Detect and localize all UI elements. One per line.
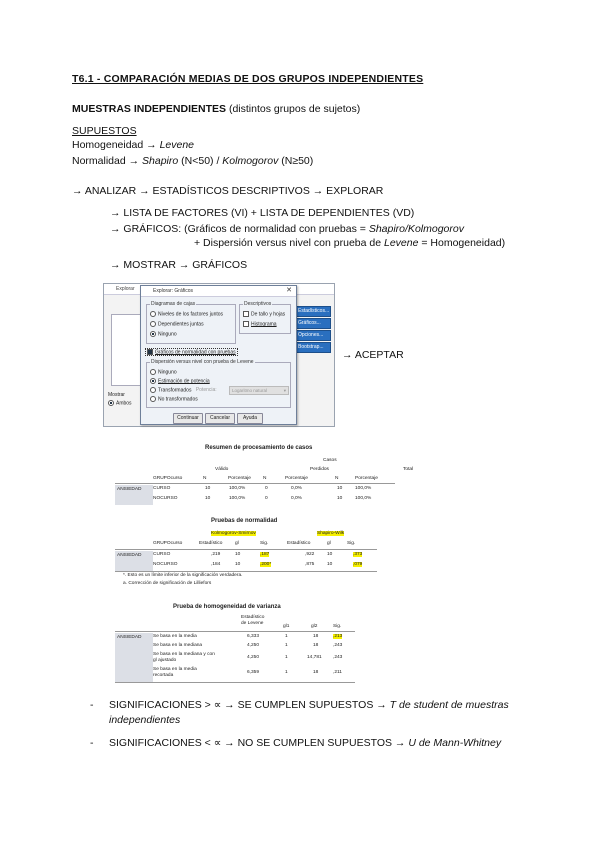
step-graficos <box>110 223 464 236</box>
chevron-down-icon: ▾ <box>283 388 286 393</box>
row2-v5: 10 <box>337 496 343 501</box>
section-title-bold: MUESTRAS INDEPENDIENTES <box>72 103 227 115</box>
normality-note-2: a. Corrección de significación de Lilliefors <box>123 581 212 586</box>
disp-power[interactable] <box>150 378 210 384</box>
lev-row1-v2: 1 <box>285 634 288 639</box>
lev-row2-label: Se basa en la mediana <box>153 643 203 648</box>
normality-plots-label: Gráficos de normalidad con pruebas <box>155 349 236 356</box>
bootstrap-button[interactable]: Bootstrap... <box>294 342 331 353</box>
t2-row2-v6: ,079 <box>353 562 363 567</box>
lev-row3-v2: 1 <box>285 655 288 660</box>
box-plot-group-label: Diagramas de cajas <box>151 301 196 307</box>
col-n2: N <box>263 476 267 481</box>
disp-untransformed-radio[interactable] <box>150 396 156 402</box>
graficos-button[interactable]: Gráficos... <box>294 318 331 329</box>
lev-row2-v4: ,243 <box>333 643 343 648</box>
bullet-mark-1: - <box>90 699 94 711</box>
desc-stem-leaf-checkbox[interactable] <box>243 311 249 317</box>
box-opt-none-label: Ninguno <box>158 331 177 338</box>
disp-untransformed[interactable] <box>150 396 198 402</box>
case-summary-title: Resumen de procesamiento de casos <box>205 445 313 451</box>
row2-label: NOCURSO <box>153 496 178 501</box>
help-button[interactable]: Ayuda <box>237 413 263 424</box>
t2-row2-label: NOCURSO <box>153 562 178 567</box>
step-aceptar: → ACEPTAR <box>342 349 404 361</box>
bullet-1-a: SIGNIFICACIONES > ∝ → SE CUMPLEN SUPUESTOS → <box>109 699 390 711</box>
valid-header: Válido <box>215 467 229 472</box>
section-title-rest: (distintos grupos de sujetos) <box>226 103 361 115</box>
step-graficos-a: → GRÁFICOS: (Gráficos de normalidad con pruebas = <box>110 223 369 235</box>
lev-row1-v3: 18 <box>313 634 319 639</box>
normality-label: Normalidad → <box>72 155 143 167</box>
lev-row1-v1: 6,333 <box>247 634 260 639</box>
close-icon[interactable]: ✕ <box>286 287 292 294</box>
disp-none-label: Ninguno <box>158 369 177 376</box>
sw-header: Shapiro-Wilk <box>317 531 345 536</box>
rule <box>115 571 377 572</box>
col-n3: N <box>335 476 339 481</box>
kolmogorov-test: Kolmogorov <box>222 155 279 167</box>
box-opt-factors-label: Niveles de los factores juntos <box>158 311 224 318</box>
normality-table <box>115 518 495 588</box>
row1-v3: 0 <box>265 486 268 491</box>
col-p2: Porcentaje <box>285 476 308 481</box>
factor-label-2: GRUPOcurso <box>153 541 183 546</box>
levene-test: Levene <box>159 139 195 151</box>
cases-header: Casos <box>323 458 337 463</box>
row1-v5: 10 <box>337 486 343 491</box>
box-opt-dependents-label: Dependientes juntas <box>158 321 204 328</box>
bullet-1 <box>109 699 509 712</box>
step-dispersion-a: + Dispersión versus nivel con prueba de <box>194 237 384 249</box>
step-mostrar: → MOSTRAR → GRÁFICOS <box>110 259 248 271</box>
row2-v1: 10 <box>205 496 211 501</box>
graficos-dialog <box>140 285 297 425</box>
lev-row4-label: Se basa en la media recortada <box>153 667 197 678</box>
normality-title: Pruebas de normalidad <box>211 518 278 524</box>
row1-v2: 100,0% <box>229 486 246 491</box>
missing-header: Perdidos <box>310 467 329 472</box>
lev-row1-label: Se basa en la media <box>153 634 197 639</box>
bullet-1-c: independientes <box>109 714 181 726</box>
t2-row1-v3: ,187 <box>260 552 270 557</box>
lev-row2-v2: 1 <box>285 643 288 648</box>
row1-v1: 10 <box>205 486 211 491</box>
page-heading: T6.1 - COMPARACIÓN MEDIAS DE DOS GRUPOS INDEPENDIENTES <box>72 73 424 85</box>
t2-col3: Sig. <box>260 541 269 546</box>
levene-col-gl2: gl2 <box>311 624 318 629</box>
box-plot-group <box>146 301 236 344</box>
supuestos-title: SUPUESTOS <box>72 125 137 137</box>
box-opt-factors[interactable] <box>150 311 223 317</box>
lev-row3-v3: 14,781 <box>307 655 322 660</box>
step-dispersion-b: Levene <box>383 237 419 249</box>
step-analizar: → ANALIZAR → ESTADÍSTICOS DESCRIPTIVOS → EXPLORAR <box>72 185 384 197</box>
mostrar-ambos-label: Ambos <box>116 400 132 407</box>
homogeneity-line <box>72 139 194 152</box>
box-opt-factors-radio[interactable] <box>150 311 156 317</box>
cancel-button[interactable]: Cancelar <box>205 413 235 424</box>
kolmogorov-cond: (N≥50) <box>278 155 314 167</box>
lev-row1-v4: ,213 <box>333 634 343 639</box>
box-opt-dependents-radio[interactable] <box>150 321 156 327</box>
step-dispersion <box>194 237 505 250</box>
row2-v2: 100,0% <box>229 496 246 501</box>
lev-row3-label: Se basa en la mediana y con gl ajustado <box>153 652 215 663</box>
lev-row3-v4: ,243 <box>333 655 343 660</box>
box-opt-none[interactable] <box>150 331 177 337</box>
disp-power-radio[interactable] <box>150 378 156 384</box>
normality-line <box>72 155 313 168</box>
disp-power-label: Estimación de potencia <box>158 378 210 385</box>
lev-row4-v3: 18 <box>313 670 319 675</box>
lev-row2-v1: 4,250 <box>247 643 260 648</box>
total-header: Total <box>403 467 414 472</box>
row1-v4: 0,0% <box>291 486 302 491</box>
factor-label: GRUPOcurso <box>153 476 183 481</box>
t2-col1: Estadístico <box>199 541 223 546</box>
mostrar-ambos-radio[interactable] <box>108 400 114 406</box>
mostrar-label: Mostrar <box>108 392 125 398</box>
bullet-1-cont <box>109 714 180 727</box>
levene-col-stat: Estadístico de Levene <box>241 615 265 626</box>
lev-row4-v1: 6,359 <box>247 670 260 675</box>
lev-row4-v2: 1 <box>285 670 288 675</box>
estadisticos-button[interactable]: Estadísticos... <box>294 306 331 317</box>
row1-label: CURSO <box>153 486 171 491</box>
disp-untransformed-label: No transformados <box>158 396 198 403</box>
power-select[interactable] <box>229 386 289 395</box>
disp-none[interactable] <box>150 369 177 375</box>
t2-row2-v1: ,184 <box>211 562 221 567</box>
t2-col2: gl <box>235 541 239 546</box>
step-dispersion-c: = Homogeneidad) <box>418 237 506 249</box>
normality-plots-checkbox[interactable] <box>147 349 153 355</box>
mostrar-ambos[interactable] <box>108 400 132 406</box>
graficos-title <box>141 286 296 297</box>
disp-transformed-label: Transformados <box>158 387 192 394</box>
bullet-2-a: SIGNIFICACIONES < ∝ → NO SE CUMPLEN SUPUESTOS → <box>109 737 409 749</box>
box-opt-none-radio[interactable] <box>150 331 156 337</box>
col-p3: Porcentaje <box>355 476 378 481</box>
levene-col-sig: Sig. <box>333 624 342 629</box>
explorar-title: Explorar <box>104 284 334 295</box>
levene-table <box>115 604 495 684</box>
continue-button[interactable]: Continuar <box>173 413 203 424</box>
t2-row1-label: CURSO <box>153 552 171 557</box>
shapiro-test: Shapiro <box>142 155 179 167</box>
ks-header: Kolmogorov-Smirnov <box>211 531 256 536</box>
bullet-2-b: U de Mann-Whitney <box>408 737 502 749</box>
col-p1: Porcentaje <box>228 476 251 481</box>
rule <box>115 483 395 484</box>
lev-row4-v4: ,211 <box>333 670 342 675</box>
rule <box>115 549 377 550</box>
t2-row2-v4: ,875 <box>305 562 315 567</box>
bullet-mark-2: - <box>90 737 94 749</box>
section-title <box>72 103 360 116</box>
desc-histogram[interactable] <box>243 321 277 327</box>
desc-histogram-label: Histograma <box>251 321 277 328</box>
row2-v6: 100,0% <box>355 496 372 501</box>
col-n1: N <box>203 476 207 481</box>
t2-row1-v1: ,219 <box>211 552 221 557</box>
rule <box>115 682 355 683</box>
normality-note-1: *. Esto es un límite inferior de la significación verdadera. <box>123 573 243 578</box>
desc-histogram-checkbox[interactable] <box>243 321 249 327</box>
descriptivos-group <box>239 301 291 334</box>
dispersion-group-label: Dispersión versus nivel con prueba de Levene <box>151 359 254 365</box>
case-summary-table <box>115 445 495 510</box>
desc-stem-leaf[interactable] <box>243 311 285 317</box>
lev-row2-v3: 18 <box>313 643 319 648</box>
t2-row1-v2: 10 <box>235 552 241 557</box>
row1-v6: 100,0% <box>355 486 372 491</box>
t2-row2-v5: 10 <box>327 562 333 567</box>
var-label-3: ANSIEDAD <box>115 633 153 683</box>
var-label-2: ANSIEDAD <box>115 551 153 571</box>
step-lista: → LISTA DE FACTORES (VI) + LISTA DE DEPENDIENTES (VD) <box>110 207 415 219</box>
t2-row2-v2: 10 <box>235 562 241 567</box>
bullet-2 <box>109 737 501 750</box>
var-label: ANSIEDAD <box>115 485 153 505</box>
dispersion-group <box>146 359 291 408</box>
row2-v3: 0 <box>265 496 268 501</box>
opciones-button[interactable]: Opciones... <box>294 330 331 341</box>
lev-row3-v1: 4,250 <box>247 655 260 660</box>
rule <box>115 631 355 632</box>
t2-row1-v5: 10 <box>327 552 333 557</box>
desc-stem-leaf-label: De tallo y hojas <box>251 311 286 318</box>
row2-v4: 0,0% <box>291 496 302 501</box>
t2-row1-v6: ,373 <box>353 552 363 557</box>
homogeneity-label: Homogeneidad → <box>72 139 160 151</box>
t2-col6: Sig. <box>347 541 356 546</box>
t2-row2-v3: ,200* <box>260 562 272 567</box>
bullet-1-b: T de student de muestras <box>389 699 509 711</box>
power-select-value: Logaritmo natural <box>232 388 268 393</box>
graficos-title-text: Explorar: Gráficos <box>153 288 194 294</box>
levene-title: Prueba de homogeneidad de varianza <box>173 604 281 610</box>
shapiro-cond: (N<50) / <box>178 155 223 167</box>
descriptivos-group-label: Descriptivos <box>244 301 272 307</box>
normality-plots-option[interactable] <box>145 348 238 356</box>
t2-col5: gl <box>327 541 331 546</box>
step-graficos-b: Shapiro/Kolmogorov <box>368 223 464 235</box>
variable-list[interactable] <box>111 314 141 386</box>
disp-power-hint: Potencia: <box>195 387 217 394</box>
disp-transformed-radio[interactable] <box>150 387 156 393</box>
levene-col-gl1: gl1 <box>283 624 290 629</box>
t2-row1-v4: ,922 <box>305 552 315 557</box>
disp-none-radio[interactable] <box>150 369 156 375</box>
box-opt-dependents[interactable] <box>150 321 204 327</box>
disp-transformed[interactable] <box>150 387 217 393</box>
t2-col4: Estadístico <box>287 541 311 546</box>
